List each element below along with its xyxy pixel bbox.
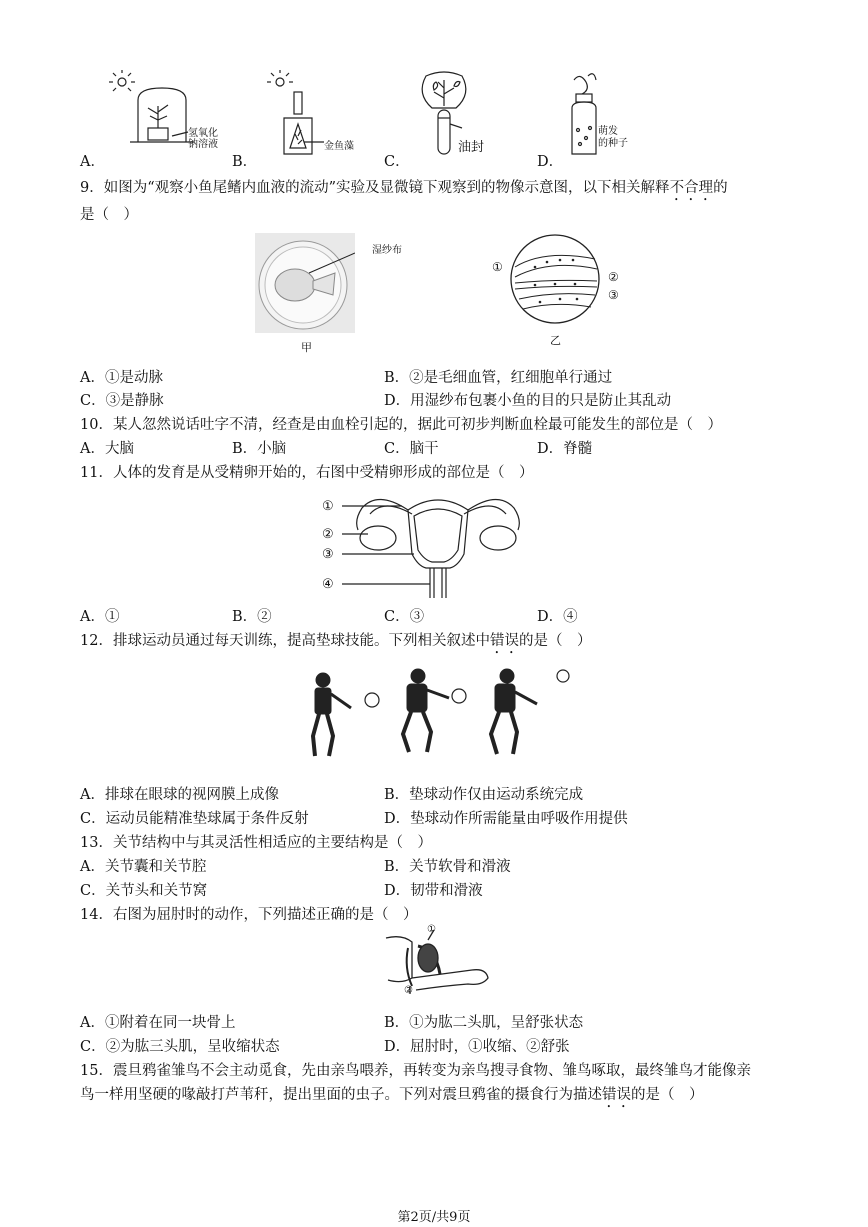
test-tube-plant-diagram <box>262 70 372 160</box>
fig-c-label: 油封 <box>458 140 485 155</box>
q13-option-b: B．关节软骨和滑液 <box>384 859 511 875</box>
q11-option-a: A．① <box>80 609 120 625</box>
q10-option-b: B．小脑 <box>232 441 287 457</box>
q13-option-a: A．关节囊和关节腔 <box>80 859 207 875</box>
q11-option-c: C．③ <box>384 609 425 625</box>
q15-stem-line1: 15．震旦鸦雀雏鸟不会主动觅食，先由亲鸟喂养，再转变为亲鸟搜寻食物、雏鸟啄取，最终雏鸟才能像亲 <box>80 1063 751 1079</box>
q10-option-d: D．脊髓 <box>537 441 593 457</box>
q12-stem: 12．排球运动员通过每天训练，提高垫球技能。下列相关叙述中错误的是（ ） <box>80 633 592 649</box>
q8-option-b: B． <box>232 154 258 170</box>
q9-stem-line2: 是（ ） <box>80 207 138 223</box>
uterus-marker-2: ② <box>322 527 334 542</box>
microscope-marker-2: ② <box>608 270 619 284</box>
q12-option-d: D．垫球动作所需能量由呼吸作用提供 <box>384 811 628 827</box>
q11-stem: 11．人体的发育是从受精卵开始的，右图中受精卵形成的部位是（ ） <box>80 465 534 481</box>
q9-option-d: D．用湿纱布包裹小鱼的目的只是防止其乱动 <box>384 393 672 409</box>
volleyball-players-illustration <box>295 660 575 760</box>
elbow-flexion-diagram <box>382 928 492 998</box>
q10-option-c: C．脑干 <box>384 441 439 457</box>
wet-gauze-label: 湿纱布 <box>372 245 402 256</box>
q11-option-b: B．② <box>232 609 272 625</box>
fig-yi-caption: 乙 <box>550 334 561 347</box>
fig-jia-caption: 甲 <box>301 341 312 354</box>
q9-option-b: B．②是毛细血管，红细胞单行通过 <box>384 370 613 386</box>
fig-a-label: 氢氧化 钠溶液 <box>188 128 218 150</box>
q11-option-d: D．④ <box>537 609 578 625</box>
q10-stem: 10．某人忽然说话吐字不清，经查是由血栓引起的，据此可初步判断血栓最可能发生的部位是（ ） <box>80 417 722 433</box>
q9-option-a: A．①是动脉 <box>80 370 163 386</box>
q14-option-d: D．屈肘时，①收缩、②舒张 <box>384 1039 570 1055</box>
elbow-marker-1: ① <box>427 924 436 935</box>
q14-option-b: B．①为肱二头肌，呈舒张状态 <box>384 1015 584 1031</box>
q14-option-c: C．②为肱三头肌，呈收缩状态 <box>80 1039 280 1055</box>
q8-option-a: A． <box>80 154 105 170</box>
q12-option-b: B．垫球动作仅由运动系统完成 <box>384 787 584 803</box>
q15-stem-line2: 鸟一样用坚硬的喙敲打芦苇秆，提出里面的虫子。下列对震旦鸦雀的摄食行为描述错误的是（ ） <box>80 1087 704 1103</box>
female-reproductive-system-diagram <box>318 490 558 600</box>
fig-b-label: 金鱼藻 <box>324 141 354 152</box>
elbow-marker-2: ② <box>404 985 413 996</box>
q10-option-a: A．大脑 <box>80 441 134 457</box>
q9-stem-line1: 9．如图为“观察小鱼尾鳍内血液的流动”实验及显微镜下观察到的物像示意图，以下相关解释不合理的 <box>80 180 728 196</box>
q8-figure-b <box>262 70 372 160</box>
q13-option-d: D．韧带和滑液 <box>384 883 483 899</box>
uterus-marker-1: ① <box>322 499 334 514</box>
q12-option-c: C．运动员能精准垫球属于条件反射 <box>80 811 309 827</box>
q12-option-a: A．排球在眼球的视网膜上成像 <box>80 787 279 803</box>
sealed-tube-plant-diagram <box>410 66 500 161</box>
fish-in-dish-photo <box>255 233 355 333</box>
q14-option-a: A．①附着在同一块骨上 <box>80 1015 236 1031</box>
uterus-marker-4: ④ <box>322 577 334 592</box>
microscope-marker-1: ① <box>492 260 503 274</box>
q13-option-c: C．关节头和关节窝 <box>80 883 208 899</box>
q9-option-c: C．③是静脉 <box>80 393 164 409</box>
page-number: 第2页/共9页 <box>397 1210 471 1225</box>
microscope-marker-3: ③ <box>608 288 619 302</box>
q14-stem: 14．右图为屈肘时的动作，下列描述正确的是（ ） <box>80 907 418 923</box>
uterus-marker-3: ③ <box>322 547 334 562</box>
q8-figure-c <box>410 66 500 161</box>
q8-option-c: C． <box>384 154 410 170</box>
microscope-view-diagram <box>505 229 605 329</box>
q13-stem: 13．关节结构中与其灵活性相适应的主要结构是（ ） <box>80 835 432 851</box>
fig-d-label: 萌发 的种子 <box>598 126 628 149</box>
q8-option-d: D． <box>537 154 564 170</box>
